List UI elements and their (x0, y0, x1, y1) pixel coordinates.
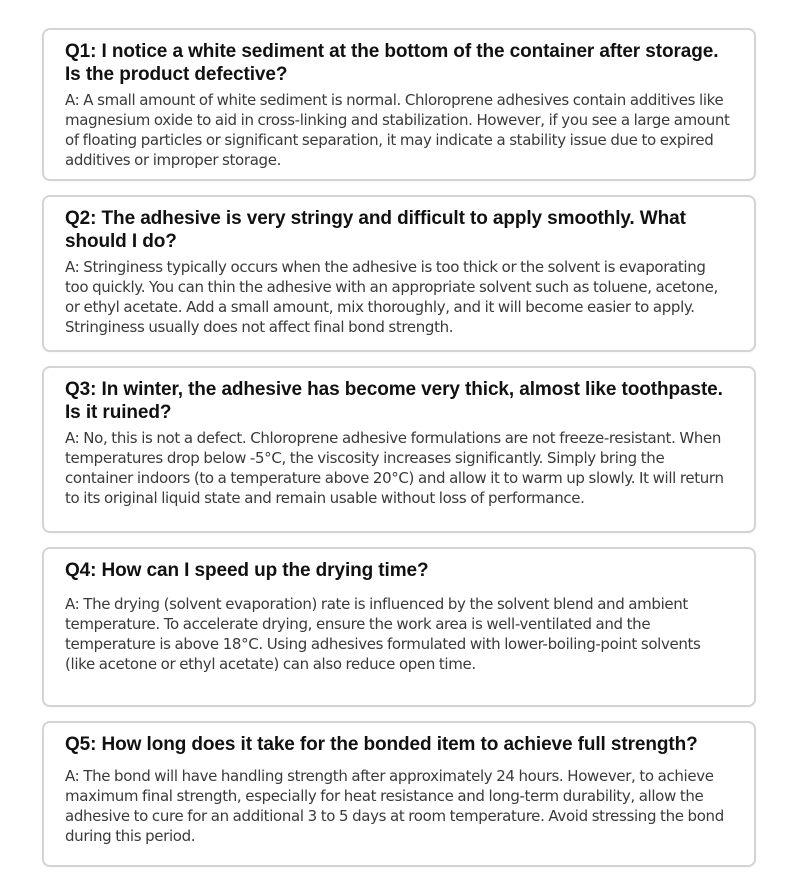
faq-answer: A: A small amount of white sediment is normal. Chloroprene adhesives contain additives like magnesium oxide to aid in cross-linking and stabilization. However, if you see a large amount of floating particles or significant separation, it may indicate a stability issue due to expired additives or improper storage. (65, 91, 730, 169)
faq-answer: A: No, this is not a defect. Chloroprene adhesive formulations are not freeze-resistant. When temperatures drop below -5°C, the viscosity increases significantly. Simply bring the container indoors (to a temperature above 20°C) and allow it to warm up slowly. It will return to its original liquid state and remain usable without loss of performance. (65, 429, 724, 507)
faq-answer: A: The bond will have handling strength after approximately 24 hours. However, to achieve maximum final strength, especially for heat resistance and long-term durability, allow the adhesive to cure for an additional 3 to 5 days at room temperature. Avoid stressing the bond during this period. (65, 767, 724, 845)
faq-card-q3 (42, 366, 756, 533)
faq-answer: A: The drying (solvent evaporation) rate is influenced by the solvent blend and ambient temperature. To accelerate drying, ensure the work area is well-ventilated and the temperature is above 18°C. Using adhesives formulated with lower-boiling-point solvents (like acetone or ethyl acetate) can also reduce open time. (65, 595, 701, 673)
faq-card-q2 (42, 195, 756, 352)
faq-question: Q1: I notice a white sediment at the bottom of the container after storage. Is the product defective? (65, 41, 719, 85)
faq-card-q1 (42, 28, 756, 181)
faq-question: Q5: How long does it take for the bonded item to achieve full strength? (65, 734, 698, 755)
faq-card-q4 (42, 547, 756, 707)
faq-card-q5 (42, 721, 756, 867)
faq-question: Q3: In winter, the adhesive has become very thick, almost like toothpaste. Is it ruined? (65, 379, 723, 423)
faq-answer: A: Stringiness typically occurs when the adhesive is too thick or the solvent is evaporating too quickly. You can thin the adhesive with an appropriate solvent such as toluene, acetone, or ethyl acetate. Add a small amount, mix thoroughly, and it will become easier to apply. Stringiness usually does not affect final bond strength. (65, 258, 718, 336)
faq-question: Q2: The adhesive is very stringy and difficult to apply smoothly. What should I do? (65, 208, 686, 252)
faq-question: Q4: How can I speed up the drying time? (65, 560, 429, 581)
